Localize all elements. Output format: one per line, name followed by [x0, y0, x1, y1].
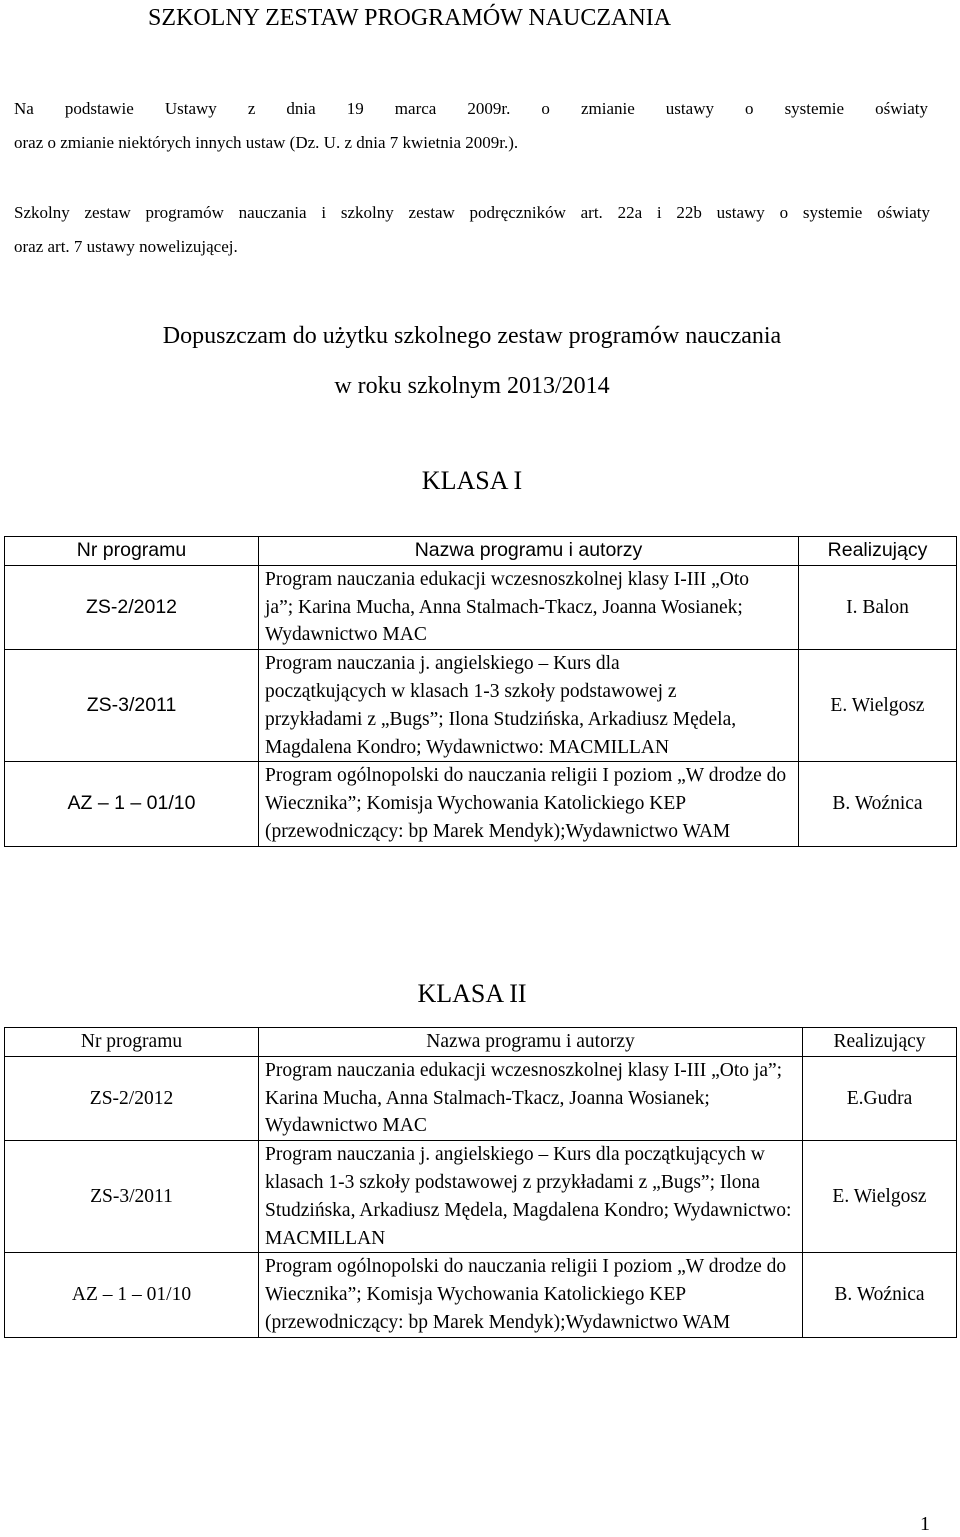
program-number: ZS-2/2012	[5, 1056, 259, 1140]
column-header-teacher: Realizujący	[799, 537, 957, 566]
approval-heading-line-1: Dopuszczam do użytku szkolnego zestaw programów nauczania	[162, 323, 782, 349]
legal-basis-paragraph	[14, 92, 928, 160]
table-row	[5, 1141, 957, 1253]
legal-basis-line-2: oraz o zmianie niektórych innych ustaw (Dz. U. z dnia 7 kwietnia 2009r.).	[14, 133, 519, 152]
program-teacher: B. Woźnica	[799, 762, 957, 846]
program-number: ZS-3/2011	[5, 650, 259, 762]
program-teacher: E. Wielgosz	[803, 1141, 957, 1253]
table-row	[5, 762, 957, 846]
program-teacher: I. Balon	[799, 565, 957, 649]
program-teacher: E.Gudra	[803, 1056, 957, 1140]
class-2-program-table	[4, 1027, 957, 1338]
class-1-title: KLASA I	[421, 466, 523, 495]
reference-paragraph	[14, 196, 944, 264]
table-header-row	[5, 537, 957, 566]
page-number: 1	[920, 1513, 930, 1535]
program-teacher: B. Woźnica	[803, 1253, 957, 1337]
program-number: AZ – 1 – 01/10	[5, 762, 259, 846]
table-row	[5, 565, 957, 649]
program-number: AZ – 1 – 01/10	[5, 1253, 259, 1337]
column-header-name: Nazwa programu i autorzy	[259, 1028, 803, 1057]
program-name: Program nauczania edukacji wczesnoszkolnej klasy I-III „Oto ja”; Karina Mucha, Anna Stalmach-Tkacz, Joanna Wosianek; Wydawnictwo MAC	[259, 565, 799, 649]
reference-line-1: Szkolny zestaw programów nauczania i szkolny zestaw podręczników art. 22a i 22b ustawy o systemie oświaty	[14, 203, 930, 222]
program-teacher: E. Wielgosz	[799, 650, 957, 762]
program-name: Program nauczania j. angielskiego – Kurs dla początkujących w klasach 1-3 szkoły podstawowej z przykładami z „Bugs”; Ilona Studzińska, Arkadiusz Mędela, Magdalena Kondro; Wydawnictwo: MACMILLAN	[259, 1141, 803, 1253]
table-row	[5, 1253, 957, 1337]
program-number: ZS-3/2011	[5, 1141, 259, 1253]
legal-basis-line-1: Na podstawie Ustawy z dnia 19 marca 2009r. o zmianie ustawy o systemie oświaty	[14, 99, 928, 118]
program-name: Program ogólnopolski do nauczania religii I poziom „W drodze do Wiecznika”; Komisja Wychowania Katolickiego KEP (przewodniczący: bp Marek Mendyk);Wydawnictwo WAM	[259, 1253, 803, 1337]
approval-heading-line-2: w roku szkolnym 2013/2014	[334, 373, 610, 399]
column-header-name: Nazwa programu i autorzy	[259, 537, 799, 566]
class-1-program-table	[4, 536, 957, 847]
program-name: Program ogólnopolski do nauczania religii I poziom „W drodze do Wiecznika”; Komisja Wychowania Katolickiego KEP (przewodniczący: bp Marek Mendyk);Wydawnictwo WAM	[259, 762, 799, 846]
column-header-teacher: Realizujący	[803, 1028, 957, 1057]
column-header-nr: Nr programu	[5, 537, 259, 566]
table-row	[5, 650, 957, 762]
column-header-nr: Nr programu	[5, 1028, 259, 1057]
reference-line-2: oraz art. 7 ustawy nowelizującej.	[14, 237, 238, 256]
program-name: Program nauczania edukacji wczesnoszkolnej klasy I-III „Oto ja”; Karina Mucha, Anna Stalmach-Tkacz, Joanna Wosianek; Wydawnictwo MAC	[259, 1056, 803, 1140]
table-row	[5, 1056, 957, 1140]
document-title: SZKOLNY ZESTAW PROGRAMÓW NAUCZANIA	[148, 5, 672, 31]
table-header-row	[5, 1028, 957, 1057]
program-name: Program nauczania j. angielskiego – Kurs dla początkujących w klasach 1-3 szkoły podstawowej z przykładami z „Bugs”; Ilona Studzińska, Arkadiusz Mędela, Magdalena Kondro; Wydawnictwo: MACMILLAN	[259, 650, 799, 762]
program-number: ZS-2/2012	[5, 565, 259, 649]
class-2-title: KLASA II	[417, 979, 527, 1008]
